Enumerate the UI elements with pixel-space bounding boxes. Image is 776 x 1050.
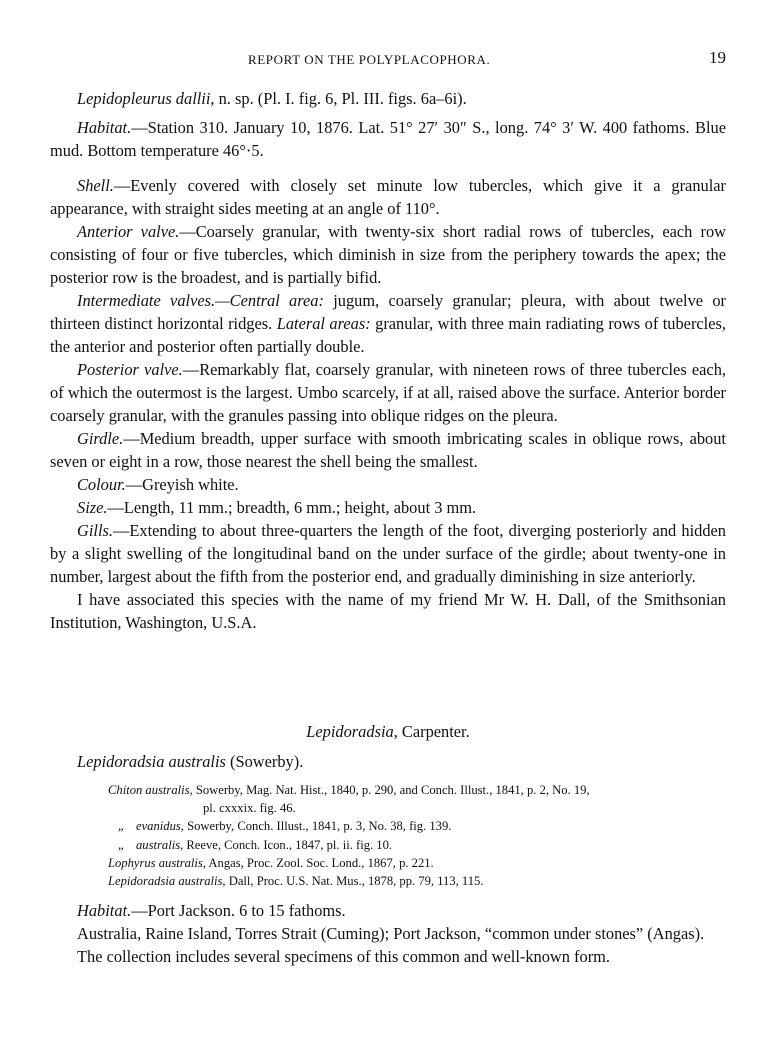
running-head: REPORT ON THE POLYPLACOPHORA. [248, 52, 491, 67]
colour-label: Colour. [77, 475, 126, 494]
collection-note: The collection includes several specimens of this common and well-known form. [77, 947, 611, 966]
posterior-valve-label: Posterior valve. [77, 360, 183, 379]
habitat-paragraph [50, 116, 726, 162]
habitat-label: Habitat. [77, 901, 132, 920]
habitat-paragraph: Habitat.—Port Jackson. 6 to 15 fathoms. [77, 901, 346, 920]
synonym-entry: Lepidoradsia australis, Dall, Proc. U.S. Nat. Mus., 1878, pp. 79, 113, 115. [108, 874, 484, 889]
species-heading-australis [50, 750, 726, 773]
anterior-valve-paragraph: Anterior valve.—Coarsely granular, with twenty-six short radial rows of tubercles, each row consisting of four or five tubercles, which diminish in size from the periphery towards the apex; the posterior row is the broadest, and is partially bifid. [50, 222, 726, 287]
distribution-paragraph: Australia, Raine Island, Torres Strait (Cuming); Port Jackson, “common under stones” (Angas). [77, 924, 705, 943]
synonym-entry: „ australis, Reeve, Conch. Icon., 1847, pl. ii. fig. 10. [50, 836, 726, 854]
species-name: Lepidopleurus dallii [77, 89, 211, 108]
page-header [50, 48, 726, 70]
species-name: Lepidoradsia australis [77, 752, 226, 771]
size-paragraph: Size.—Length, 11 mm.; breadth, 6 mm.; height, about 3 mm. [77, 498, 477, 517]
girdle-paragraph: Girdle.—Medium breadth, upper surface with smooth imbricating scales in oblique rows, about seven or eight in a row, those nearest the shell being the smallest. [50, 429, 726, 471]
size-label: Size. [77, 498, 108, 517]
species-heading-dallii [50, 87, 726, 110]
australis-habitat-section [50, 899, 726, 968]
genus-name: Lepidoradsia [306, 722, 394, 741]
intermediate-valves-label: Intermediate valves.—Central area: [77, 291, 324, 310]
remark-paragraph: I have associated this species with the name of my friend Mr W. H. Dall, of the Smithsonian Institution, Washington, U.S.A. [50, 590, 726, 632]
ditto-mark: „ [118, 819, 124, 834]
shell-paragraph: Shell.—Evenly covered with closely set minute low tubercles, which give it a granular appearance, with straight sides meeting at an angle of 110°. [50, 176, 726, 218]
lateral-areas-label: Lateral areas: [276, 314, 371, 333]
colour-paragraph: Colour.—Greyish white. [77, 475, 239, 494]
habitat-text: —Station 310. January 10, 1876. Lat. 51° 27′ 30″ S., long. 74° 3′ W. 400 fathoms. Blue mud. Bottom temperature 46°·5. [50, 118, 726, 160]
habitat-label: Habitat. [77, 118, 132, 137]
gills-label: Gills. [77, 521, 113, 540]
ditto-mark: „ [118, 837, 124, 852]
page-number: 19 [709, 48, 726, 67]
species-plates: , n. sp. (Pl. I. fig. 6, Pl. III. figs. 6a–6i). [210, 89, 467, 108]
genus-author: , Carpenter. [393, 722, 470, 741]
description-section [50, 174, 726, 634]
synonym-entry: Chiton australis, Sowerby, Mag. Nat. Hist., 1840, p. 290, and Conch. Illust., 1841, p. 2, No. 19, [108, 783, 590, 797]
synonymy-list [50, 781, 726, 890]
synonym-entry-continuation: pl. cxxxix. fig. 46. [203, 801, 296, 816]
shell-label: Shell. [77, 176, 114, 195]
genus-heading [50, 720, 726, 743]
gills-paragraph: Gills.—Extending to about three-quarters the length of the foot, diverging posteriorly and hidden by a slight swelling of the longitudinal band on the under surface of the girdle; about twenty-one in number, largest about the fifth from the posterior end, and gradually diminishing in size anteriorly. [50, 521, 726, 586]
intermediate-valves-paragraph: Intermediate valves.—Central area: jugum, coarsely granular; pleura, with about twelve or thirteen distinct horizontal ridges. Lateral areas: granular, with three main radiating rows of tubercles, the anterior and posterior often partially double. [50, 291, 726, 356]
posterior-valve-paragraph: Posterior valve.—Remarkably flat, coarsely granular, with nineteen rows of three tubercles each, of which the outermost is the largest. Umbo scarcely, if at all, raised above the surface. Anterior border coarsely granular, with the granules passing into oblique ridges on the pleura. [50, 360, 726, 425]
synonym-entry: „ evanidus, Sowerby, Conch. Illust., 1841, p. 3, No. 38, fig. 139. [50, 817, 726, 835]
girdle-label: Girdle. [77, 429, 124, 448]
species-author: (Sowerby). [225, 752, 304, 771]
anterior-valve-label: Anterior valve. [77, 222, 180, 241]
synonym-entry: Lophyrus australis, Angas, Proc. Zool. Soc. Lond., 1867, p. 221. [108, 855, 434, 870]
